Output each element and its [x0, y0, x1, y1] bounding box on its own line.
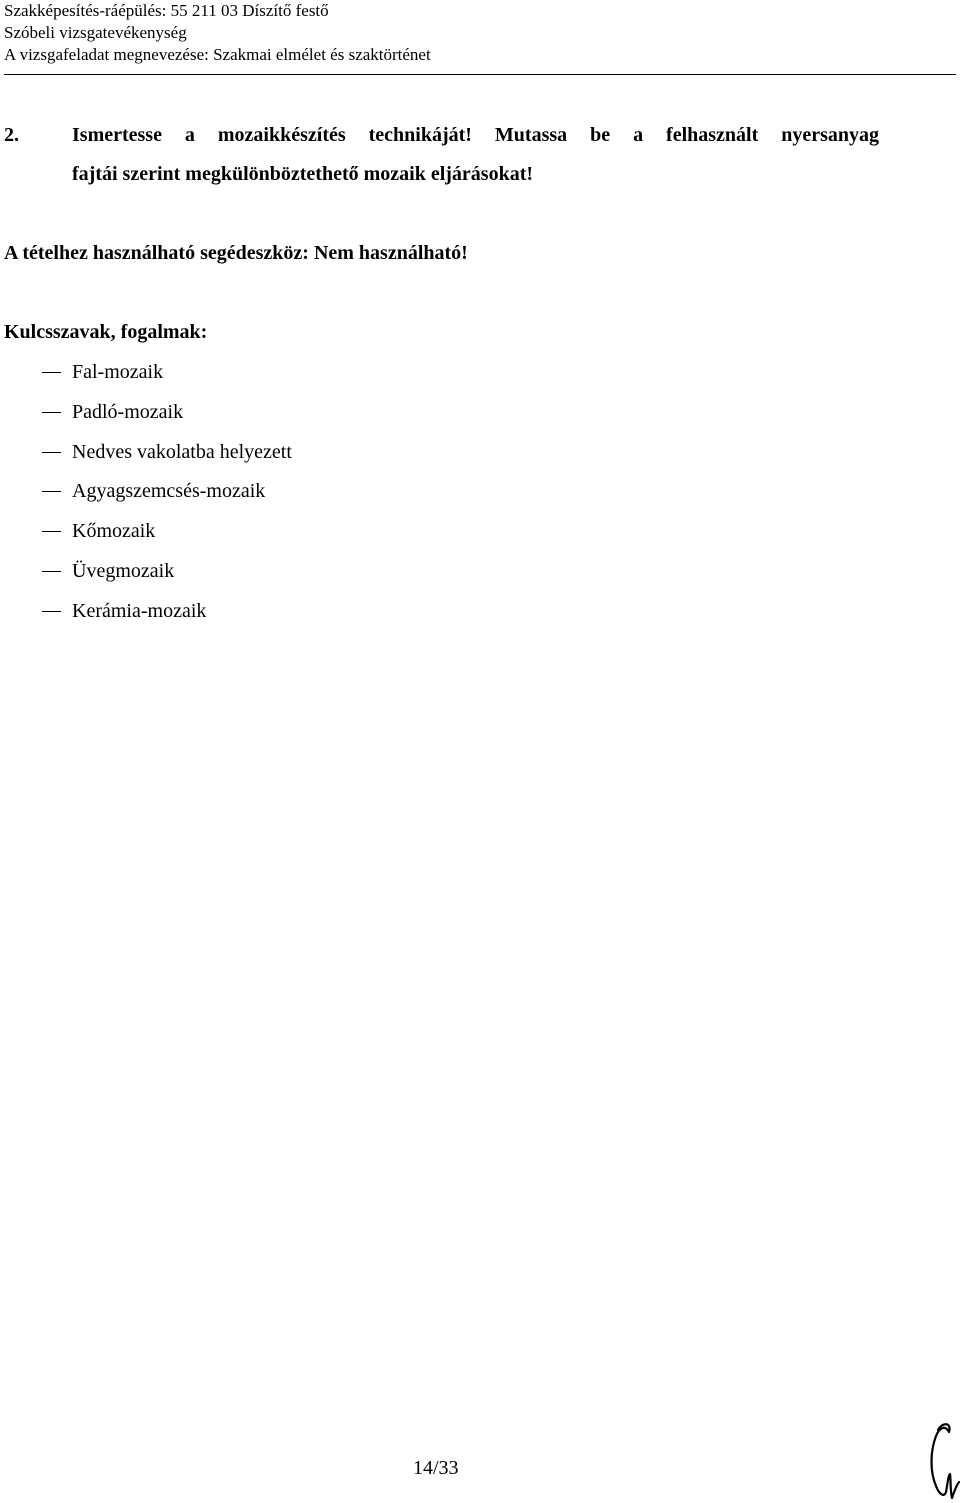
- keyword-label: Agyagszemcsés-mozaik: [72, 480, 266, 503]
- dash-bullet-icon: [42, 412, 61, 413]
- keyword-label: Fal-mozaik: [72, 361, 164, 383]
- keyword-label: Kőmozaik: [72, 520, 156, 543]
- page-header: [4, 0, 431, 66]
- page-number: 14/33: [413, 1457, 459, 1479]
- keyword-label: Kerámia-mozaik: [72, 599, 207, 622]
- question-line-2: fajtái szerint megkülönböztethető mozaik eljárásokat!: [72, 163, 534, 185]
- dash-bullet-icon: [42, 491, 61, 492]
- question-text: [72, 116, 879, 194]
- dash-bullet-icon: [42, 452, 61, 453]
- allowed-aid-note: A tételhez használható segédeszköz: Nem használható!: [4, 242, 468, 264]
- dash-bullet-icon: [42, 531, 61, 532]
- keywords-heading: Kulcsszavak, fogalmak:: [4, 321, 208, 343]
- header-activity: Szóbeli vizsgatevékenység: [4, 23, 187, 42]
- dash-bullet-icon: [42, 372, 61, 373]
- question-block: [4, 116, 879, 194]
- question-line-1: Ismertesse a mozaikkészítés technikáját! Mutassa be a felhasznált nyersanyag: [72, 124, 879, 146]
- keyword-label: Padló-mozaik: [72, 400, 184, 423]
- header-qualification: Szakképesítés-ráépülés: 55 211 03 Díszítő festő: [4, 1, 329, 20]
- signature-mark-icon: [918, 1420, 960, 1502]
- dash-bullet-icon: [42, 571, 61, 572]
- dash-bullet-icon: [42, 611, 61, 612]
- header-divider: [4, 74, 956, 75]
- keyword-label: Nedves vakolatba helyezett: [72, 440, 292, 463]
- keyword-label: Üvegmozaik: [72, 559, 175, 582]
- question-number: 2.: [4, 124, 19, 146]
- header-task-name: A vizsgafeladat megnevezése: Szakmai elmélet és szaktörténet: [4, 45, 431, 64]
